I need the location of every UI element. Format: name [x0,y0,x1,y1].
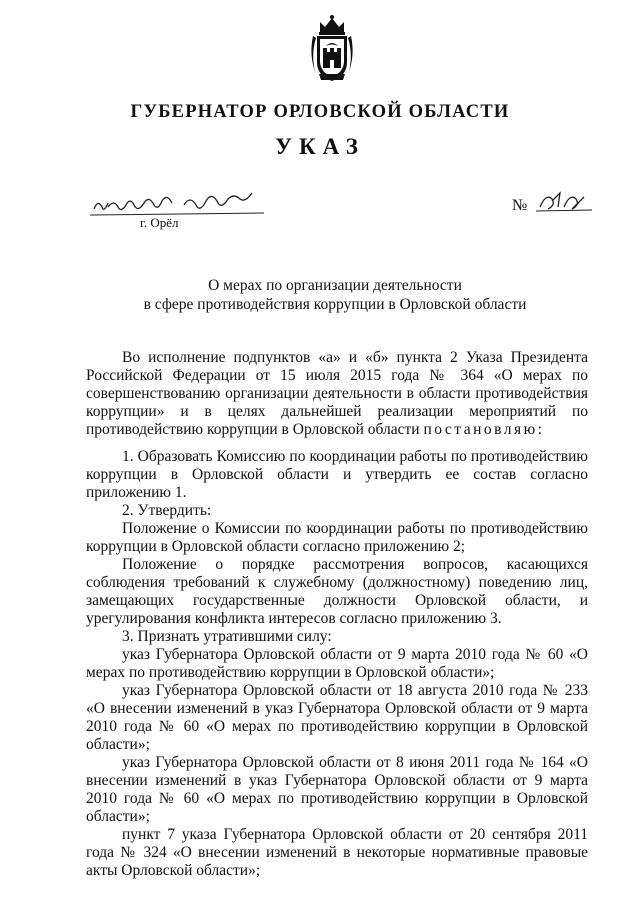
paragraph-3: 3. Признать утратившими силу: [122,628,332,645]
city: г. Орёл [140,215,179,230]
decree-title: УКАЗ [275,134,365,159]
paragraph-3-b: указ Губернатора Орловской области от 18 августа 2010 года № 233 «О внесении изменений в указ Губернатора Орловской области от 9 марта 2010 года № 60 «О мерах по противодействию коррупции в Орловской области»; [86,682,588,753]
decree-body [86,448,588,880]
subject-line-2: в сфере противодействия коррупции в Орловской области [143,296,527,313]
paragraph-2-a: Положение о Комиссии по координации работы по противодействию коррупции в Орловской области согласно приложению 2; [86,520,588,555]
paragraph-3-d: пункт 7 указа Губернатора Орловской области от 20 сентября 2011 года № 324 «О внесении изменений в некоторые нормативные правовые акты Орловской области»; [86,826,588,879]
paragraph-1: 1. Образовать Комиссию по координации работы по противодействию коррупции в Орловской области и утвердить ее состав согласно приложению 1. [86,448,588,501]
handwritten-number [536,189,592,215]
decree-number-label: № [512,197,528,214]
preamble [86,349,588,439]
issuing-authority: ГУБЕРНАТОР ОРЛОВСКОЙ ОБЛАСТИ [130,102,510,122]
paragraph-3-a: указ Губернатора Орловской области от 9 марта 2010 года № 60 «О мерах по противодействию коррупции в Орловской области»; [86,646,588,681]
preamble-text: Во исполнение подпунктов «а» и «б» пункта 2 Указа Президента Российской Федерации от 15 июля 2015 года № 364 «О мерах по совершенствованию организации деятельности в области противодействия коррупции» и в целях дальнейшей реализации мероприятий по противодействию коррупции в Орловской области постановляю: [86,349,588,438]
paragraph-2-b: Положение о порядке рассмотрения вопросов, касающихся соблюдения требований к служебному (должностному) поведению лиц, замещающих государственные должности Орловской области, и урегулирования конфликта интересов согласно приложению 3. [86,556,588,627]
decree-subject [0,276,640,314]
paragraph-3-c: указ Губернатора Орловской области от 8 июня 2011 года № 164 «О внесении изменений в указ Губернатора Орловской области от 9 марта 2010 года № 60 «О мерах по противодействию коррупции в Орловской области»; [86,754,588,825]
paragraph-2: 2. Утвердить: [122,502,212,519]
coat-of-arms-icon [307,14,357,84]
subject-line-1: О мерах по организации деятельности [208,277,462,294]
resolve-word: постановляю: [423,421,545,438]
